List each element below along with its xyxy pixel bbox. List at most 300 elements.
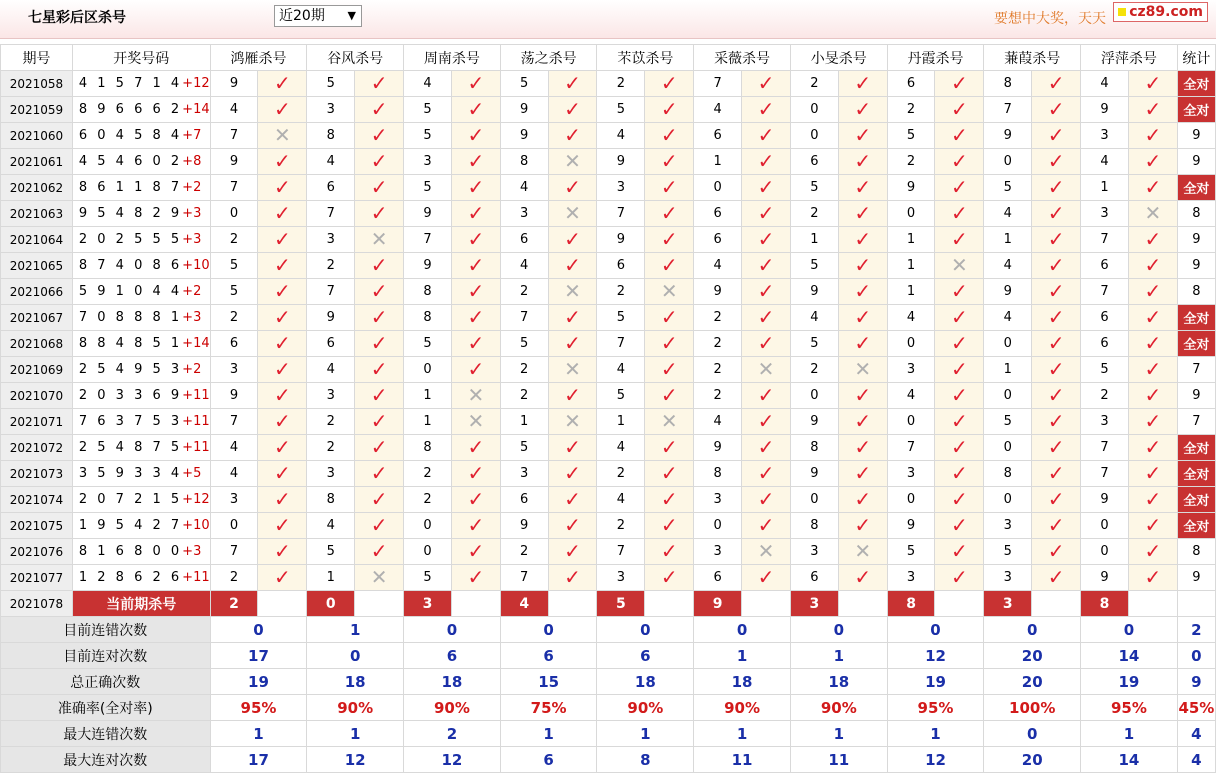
result-cell [1128, 201, 1177, 227]
kill-number: 6 [1081, 305, 1129, 331]
table-row [1, 487, 1216, 513]
check-icon: ✓ [564, 97, 581, 121]
result-cell [645, 435, 694, 461]
kill-number: 7 [500, 305, 548, 331]
result-cell [935, 435, 984, 461]
current-kill-number: 4 [500, 591, 548, 617]
check-icon: ✓ [854, 565, 872, 589]
kill-number: 2 [307, 409, 355, 435]
kill-number: 0 [790, 487, 838, 513]
kill-number: 9 [790, 409, 838, 435]
check-icon: ✓ [1047, 565, 1065, 589]
kill-number: 2 [210, 227, 258, 253]
result-cell [355, 123, 404, 149]
stats-label: 总正确次数 [1, 669, 211, 695]
result-cell [258, 175, 307, 201]
period-cell: 2021060 [1, 123, 73, 149]
kill-number: 6 [790, 565, 838, 591]
hit-count: 9 [1177, 383, 1215, 409]
stats-value: 0 [790, 617, 887, 643]
result-cell [1128, 71, 1177, 97]
result-cell [258, 253, 307, 279]
result-cell [355, 305, 404, 331]
table-row [1, 149, 1216, 175]
check-icon: ✓ [467, 487, 485, 511]
kill-number: 2 [500, 279, 548, 305]
stats-value: 12 [307, 747, 404, 773]
kill-number: 9 [887, 513, 935, 539]
result-cell [355, 227, 404, 253]
kill-number: 8 [500, 149, 548, 175]
kill-number: 8 [307, 123, 355, 149]
result-cell [645, 357, 694, 383]
stats-value: 1 [694, 721, 791, 747]
period-cell: 2021070 [1, 383, 73, 409]
stats-value: 11 [790, 747, 887, 773]
result-cell [1128, 331, 1177, 357]
kill-number: 8 [404, 435, 452, 461]
stats-value: 0 [984, 721, 1081, 747]
result-cell [742, 357, 791, 383]
kill-number: 0 [984, 487, 1032, 513]
stats-value: 20 [984, 643, 1081, 669]
kill-number: 6 [210, 331, 258, 357]
check-icon: ✓ [467, 565, 485, 589]
check-icon: ✓ [854, 435, 872, 459]
period-cell: 2021064 [1, 227, 73, 253]
check-icon: ✓ [467, 357, 485, 381]
check-icon: ✓ [951, 383, 968, 407]
all-correct-badge: 全对 [1177, 331, 1215, 357]
check-icon: ✓ [370, 409, 388, 433]
kill-number: 6 [694, 201, 742, 227]
check-icon: ✓ [660, 487, 678, 511]
check-icon: ✓ [274, 487, 291, 511]
check-icon: ✓ [274, 357, 291, 381]
draw-digits: 2 5 4 8 7 5 [78, 440, 183, 455]
result-cell [742, 253, 791, 279]
result-cell [742, 227, 791, 253]
check-icon: ✓ [1144, 305, 1162, 329]
result-cell [1128, 383, 1177, 409]
check-icon: ✓ [660, 123, 678, 147]
cross-icon: ✕ [274, 123, 291, 147]
page-title: 七星彩后区杀号 [28, 10, 126, 26]
check-icon: ✓ [274, 149, 291, 173]
table-row [1, 279, 1216, 305]
result-cell [451, 383, 500, 409]
check-icon: ✓ [951, 305, 968, 329]
draw-sum: +10 [182, 258, 210, 273]
result-cell [742, 383, 791, 409]
kill-number: 6 [694, 123, 742, 149]
check-icon: ✓ [854, 175, 872, 199]
draw-sum: +8 [182, 154, 202, 169]
result-cell [258, 331, 307, 357]
result-cell [548, 409, 597, 435]
check-icon: ✓ [757, 487, 775, 511]
kill-number: 3 [984, 513, 1032, 539]
check-icon: ✓ [660, 461, 678, 485]
stats-value: 14 [1081, 643, 1178, 669]
check-icon: ✓ [1047, 123, 1065, 147]
check-icon: ✓ [951, 71, 968, 95]
kill-number: 3 [887, 565, 935, 591]
kill-number: 7 [210, 539, 258, 565]
check-icon: ✓ [757, 435, 775, 459]
check-icon: ✓ [370, 71, 388, 95]
result-cell [935, 565, 984, 591]
header-row [1, 45, 1216, 71]
table-row [1, 331, 1216, 357]
kill-number: 0 [404, 513, 452, 539]
result-cell [1128, 305, 1177, 331]
kill-number: 5 [597, 383, 645, 409]
result-cell [742, 201, 791, 227]
column-header: 周南杀号 [404, 45, 501, 71]
kill-number: 2 [790, 357, 838, 383]
stats-value: 18 [404, 669, 501, 695]
check-icon: ✓ [1144, 435, 1162, 459]
check-icon: ✓ [467, 461, 485, 485]
cross-icon: ✕ [370, 227, 388, 251]
stats-label: 目前连对次数 [1, 643, 211, 669]
draw-digits: 7 6 3 7 5 3 [78, 414, 183, 429]
kill-number: 9 [1081, 487, 1129, 513]
kill-number: 0 [984, 383, 1032, 409]
kill-number: 5 [307, 71, 355, 97]
result-cell [548, 331, 597, 357]
result-cell [451, 331, 500, 357]
check-icon: ✓ [370, 97, 388, 121]
draw-cell [72, 123, 210, 149]
result-cell [935, 539, 984, 565]
kill-number: 3 [694, 487, 742, 513]
kill-number: 5 [597, 97, 645, 123]
kill-number: 6 [1081, 331, 1129, 357]
stats-row [1, 669, 1216, 695]
kill-number: 6 [1081, 253, 1129, 279]
result-cell [645, 253, 694, 279]
kill-number: 0 [887, 331, 935, 357]
result-cell [451, 97, 500, 123]
result-cell [258, 123, 307, 149]
check-icon: ✓ [951, 279, 968, 303]
result-cell [645, 123, 694, 149]
stats-label: 最大连错次数 [1, 721, 211, 747]
cross-icon: ✕ [467, 409, 485, 433]
result-cell [451, 435, 500, 461]
kill-number: 7 [210, 409, 258, 435]
kill-number: 9 [790, 279, 838, 305]
result-cell [1128, 513, 1177, 539]
table-row [1, 201, 1216, 227]
kill-number: 2 [404, 461, 452, 487]
stats-value: 8 [597, 747, 694, 773]
result-cell [645, 565, 694, 591]
result-cell [838, 435, 887, 461]
stats-value: 14 [1081, 747, 1178, 773]
result-cell [258, 461, 307, 487]
kill-number: 1 [887, 279, 935, 305]
check-icon: ✓ [660, 253, 678, 277]
kill-number: 2 [790, 71, 838, 97]
check-icon: ✓ [757, 123, 775, 147]
kill-number: 6 [307, 175, 355, 201]
check-icon: ✓ [1144, 123, 1162, 147]
result-cell [1032, 539, 1081, 565]
check-icon: ✓ [854, 487, 872, 511]
result-cell [548, 279, 597, 305]
cross-icon: ✕ [564, 149, 581, 173]
result-cell [451, 461, 500, 487]
kill-number: 0 [984, 331, 1032, 357]
brand-logo[interactable] [1113, 2, 1208, 22]
draw-digits: 8 6 1 1 8 7 [78, 180, 183, 195]
kill-number: 1 [984, 227, 1032, 253]
check-icon: ✓ [370, 175, 388, 199]
result-cell [838, 487, 887, 513]
check-icon: ✓ [564, 383, 581, 407]
kill-number: 6 [790, 149, 838, 175]
check-icon: ✓ [1047, 461, 1065, 485]
check-icon: ✓ [757, 383, 775, 407]
draw-digits: 4 5 4 6 0 2 [78, 154, 183, 169]
result-cell [1128, 97, 1177, 123]
stats-value: 18 [694, 669, 791, 695]
result-cell [548, 357, 597, 383]
draw-cell [72, 409, 210, 435]
all-correct-badge: 全对 [1177, 71, 1215, 97]
result-cell [645, 409, 694, 435]
result-cell [1032, 331, 1081, 357]
result-cell [1128, 539, 1177, 565]
check-icon: ✓ [564, 123, 581, 147]
result-cell [742, 513, 791, 539]
stats-total: 4 [1177, 721, 1215, 747]
kill-number: 5 [210, 279, 258, 305]
column-header: 芣苡杀号 [597, 45, 694, 71]
check-icon: ✓ [951, 149, 968, 173]
check-icon: ✓ [854, 123, 872, 147]
stats-value: 0 [404, 617, 501, 643]
kill-number: 3 [790, 539, 838, 565]
kill-number: 9 [984, 123, 1032, 149]
kill-number: 2 [597, 513, 645, 539]
draw-sum: +7 [182, 128, 202, 143]
kill-number: 2 [210, 565, 258, 591]
check-icon: ✓ [660, 383, 678, 407]
hit-count: 8 [1177, 201, 1215, 227]
kill-number: 7 [404, 227, 452, 253]
draw-digits: 8 9 6 6 6 2 [78, 102, 183, 117]
period-cell: 2021074 [1, 487, 73, 513]
period-select[interactable] [274, 5, 362, 27]
kill-number: 3 [597, 565, 645, 591]
result-cell [1032, 513, 1081, 539]
result-cell [645, 71, 694, 97]
hit-count: 9 [1177, 253, 1215, 279]
check-icon: ✓ [1144, 461, 1162, 485]
check-icon: ✓ [660, 539, 678, 563]
table-row [1, 383, 1216, 409]
table-row [1, 461, 1216, 487]
draw-digits: 2 5 4 9 5 3 [78, 362, 183, 377]
result-cell [742, 435, 791, 461]
check-icon: ✓ [757, 305, 775, 329]
result-cell [1032, 97, 1081, 123]
check-icon: ✓ [951, 539, 968, 563]
result-cell [548, 123, 597, 149]
cross-icon: ✕ [660, 409, 678, 433]
kill-number: 3 [597, 175, 645, 201]
result-cell [742, 409, 791, 435]
table-row [1, 539, 1216, 565]
result-cell [258, 357, 307, 383]
check-icon: ✓ [274, 331, 291, 355]
draw-cell [72, 279, 210, 305]
draw-sum: +11 [182, 570, 210, 585]
check-icon: ✓ [564, 539, 581, 563]
kill-number: 4 [404, 71, 452, 97]
check-icon: ✓ [370, 487, 388, 511]
draw-digits: 2 0 2 5 5 5 [78, 232, 183, 247]
draw-cell [72, 383, 210, 409]
check-icon: ✓ [951, 513, 968, 537]
check-icon: ✓ [660, 565, 678, 589]
kill-number: 7 [597, 539, 645, 565]
check-icon: ✓ [370, 461, 388, 485]
check-icon: ✓ [757, 175, 775, 199]
cross-icon: ✕ [660, 279, 678, 303]
stats-value: 11 [694, 747, 791, 773]
stats-value: 100% [984, 695, 1081, 721]
result-cell [838, 461, 887, 487]
check-icon: ✓ [1047, 435, 1065, 459]
result-cell [355, 175, 404, 201]
kill-number: 3 [984, 565, 1032, 591]
result-cell [1128, 123, 1177, 149]
result-cell [451, 539, 500, 565]
result-cell [355, 539, 404, 565]
result-cell [838, 71, 887, 97]
hit-count: 7 [1177, 409, 1215, 435]
result-cell [451, 357, 500, 383]
result-cell [1128, 357, 1177, 383]
draw-digits: 7 0 8 8 8 1 [78, 310, 183, 325]
draw-sum: +11 [182, 440, 210, 455]
kill-number: 0 [404, 539, 452, 565]
result-cell [451, 279, 500, 305]
current-kill-label: 当前期杀号 [72, 591, 210, 617]
kill-number: 5 [887, 539, 935, 565]
stats-value: 1 [500, 721, 597, 747]
all-correct-badge: 全对 [1177, 461, 1215, 487]
stats-value: 90% [790, 695, 887, 721]
kill-number: 6 [694, 227, 742, 253]
check-icon: ✓ [274, 435, 291, 459]
stats-value: 1 [1081, 721, 1178, 747]
stats-value: 0 [694, 617, 791, 643]
result-cell [355, 565, 404, 591]
kill-number: 7 [694, 71, 742, 97]
kill-number: 9 [500, 97, 548, 123]
table-row [1, 71, 1216, 97]
kill-number: 3 [307, 97, 355, 123]
check-icon: ✓ [854, 513, 872, 537]
stats-row [1, 617, 1216, 643]
result-cell [258, 565, 307, 591]
cross-icon: ✕ [564, 279, 581, 303]
result-cell [742, 71, 791, 97]
cross-icon: ✕ [757, 539, 775, 563]
check-icon: ✓ [951, 227, 968, 251]
check-icon: ✓ [1144, 357, 1162, 381]
check-icon: ✓ [467, 149, 485, 173]
check-icon: ✓ [467, 71, 485, 95]
cross-icon: ✕ [467, 383, 485, 407]
draw-sum: +11 [182, 388, 210, 403]
check-icon: ✓ [467, 97, 485, 121]
draw-sum: +12 [182, 76, 210, 91]
check-icon: ✓ [854, 331, 872, 355]
stats-row [1, 643, 1216, 669]
draw-digits: 1 2 8 6 2 6 [78, 570, 183, 585]
cross-icon: ✕ [854, 539, 872, 563]
check-icon: ✓ [467, 123, 485, 147]
result-cell [355, 409, 404, 435]
kill-number: 4 [790, 305, 838, 331]
kill-number: 6 [307, 331, 355, 357]
column-header: 鸿雁杀号 [210, 45, 307, 71]
check-icon: ✓ [1047, 383, 1065, 407]
draw-digits: 8 7 4 0 8 6 [78, 258, 183, 273]
kill-number: 1 [984, 357, 1032, 383]
check-icon: ✓ [1144, 71, 1162, 95]
result-cell [838, 565, 887, 591]
cross-icon: ✕ [564, 201, 581, 225]
result-cell [258, 149, 307, 175]
check-icon: ✓ [1144, 331, 1162, 355]
check-icon: ✓ [564, 435, 581, 459]
check-icon: ✓ [564, 487, 581, 511]
result-cell [742, 539, 791, 565]
draw-cell [72, 435, 210, 461]
stats-value: 0 [597, 617, 694, 643]
result-cell [838, 227, 887, 253]
stats-row [1, 747, 1216, 773]
kill-number: 4 [694, 409, 742, 435]
check-icon: ✓ [467, 513, 485, 537]
blank-cell [451, 591, 500, 617]
check-icon: ✓ [1047, 201, 1065, 225]
result-cell [548, 227, 597, 253]
result-cell [935, 409, 984, 435]
draw-sum: +3 [182, 310, 202, 325]
result-cell [838, 123, 887, 149]
stats-total: 45% [1177, 695, 1215, 721]
blank-cell [1032, 591, 1081, 617]
result-cell [838, 201, 887, 227]
check-icon: ✓ [757, 409, 775, 433]
brand-square-icon [1118, 8, 1126, 16]
kill-number: 7 [1081, 227, 1129, 253]
result-cell [258, 539, 307, 565]
check-icon: ✓ [1047, 357, 1065, 381]
draw-sum: +11 [182, 414, 210, 429]
stats-total: 9 [1177, 669, 1215, 695]
kill-number: 4 [500, 175, 548, 201]
